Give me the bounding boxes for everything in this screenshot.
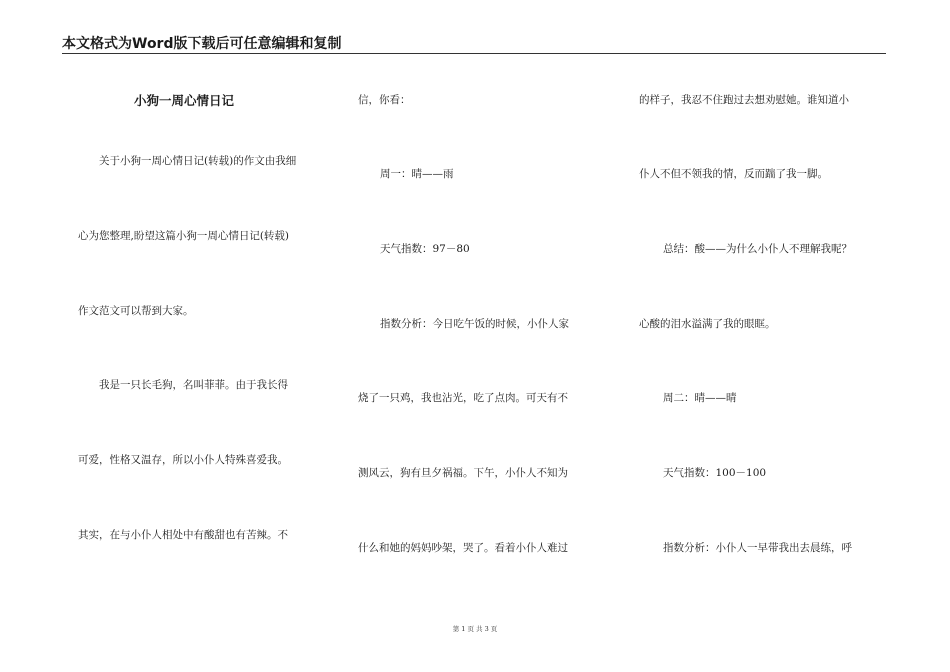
column-2-line-4: 指数分析：今日吃午饭的时候，小仆人家 — [380, 318, 569, 330]
column-1-line-4: 我是一只长毛狗，名叫菲菲。由于我长得 — [99, 379, 288, 391]
column-1-line-2: 心为您整理,盼望这篇小狗一周心情日记(转载) — [78, 230, 290, 242]
column-3-line-1: 的样子，我忍不住跑过去想劝慰她。谁知道小 — [639, 94, 849, 106]
column-3-line-2: 仆人不但不领我的情，反而踹了我一脚。 — [639, 168, 828, 180]
column-1-line-5: 可爱，性格又温存，所以小仆人特殊喜爱我。 — [78, 454, 288, 466]
column-1-line-1: 关于小狗一周心情日记(转载)的作文由我细 — [99, 155, 297, 167]
column-3-line-4: 心酸的泪水溢满了我的眼眶。 — [639, 318, 776, 330]
column-2-line-1: 信，你看： — [358, 94, 411, 106]
column-2-line-6: 测风云，狗有旦夕祸福。下午，小仆人不知为 — [358, 467, 568, 479]
column-1-line-3: 作文范文可以帮到大家。 — [78, 305, 194, 317]
column-2-line-5: 烧了一只鸡，我也沾光，吃了点肉。可天有不 — [358, 392, 568, 404]
page-number: 第 1 页 共 3 页 — [452, 625, 498, 633]
column-3-line-6: 天气指数：100－100 — [663, 467, 767, 479]
column-2-line-2: 周一：晴——雨 — [380, 168, 454, 180]
column-3-line-3: 总结：酸——为什么小仆人不理解我呢？ — [663, 243, 852, 255]
column-1-line-6: 其实，在与小仆人相处中有酸甜也有苦辣。不 — [78, 529, 288, 541]
column-2-line-7: 什么和她的妈妈吵架，哭了。看着小仆人难过 — [358, 542, 568, 554]
header-divider — [62, 53, 886, 54]
document-header-title: 本文格式为Word版下载后可任意编辑和复制 — [62, 36, 342, 52]
column-2-line-3: 天气指数：97－80 — [380, 243, 470, 255]
column-3-line-5: 周二：晴——晴 — [663, 392, 737, 404]
column-3-line-7: 指数分析：小仆人一早带我出去晨练，呼 — [663, 542, 852, 554]
article-title: 小狗一周心情日记 — [134, 93, 235, 108]
